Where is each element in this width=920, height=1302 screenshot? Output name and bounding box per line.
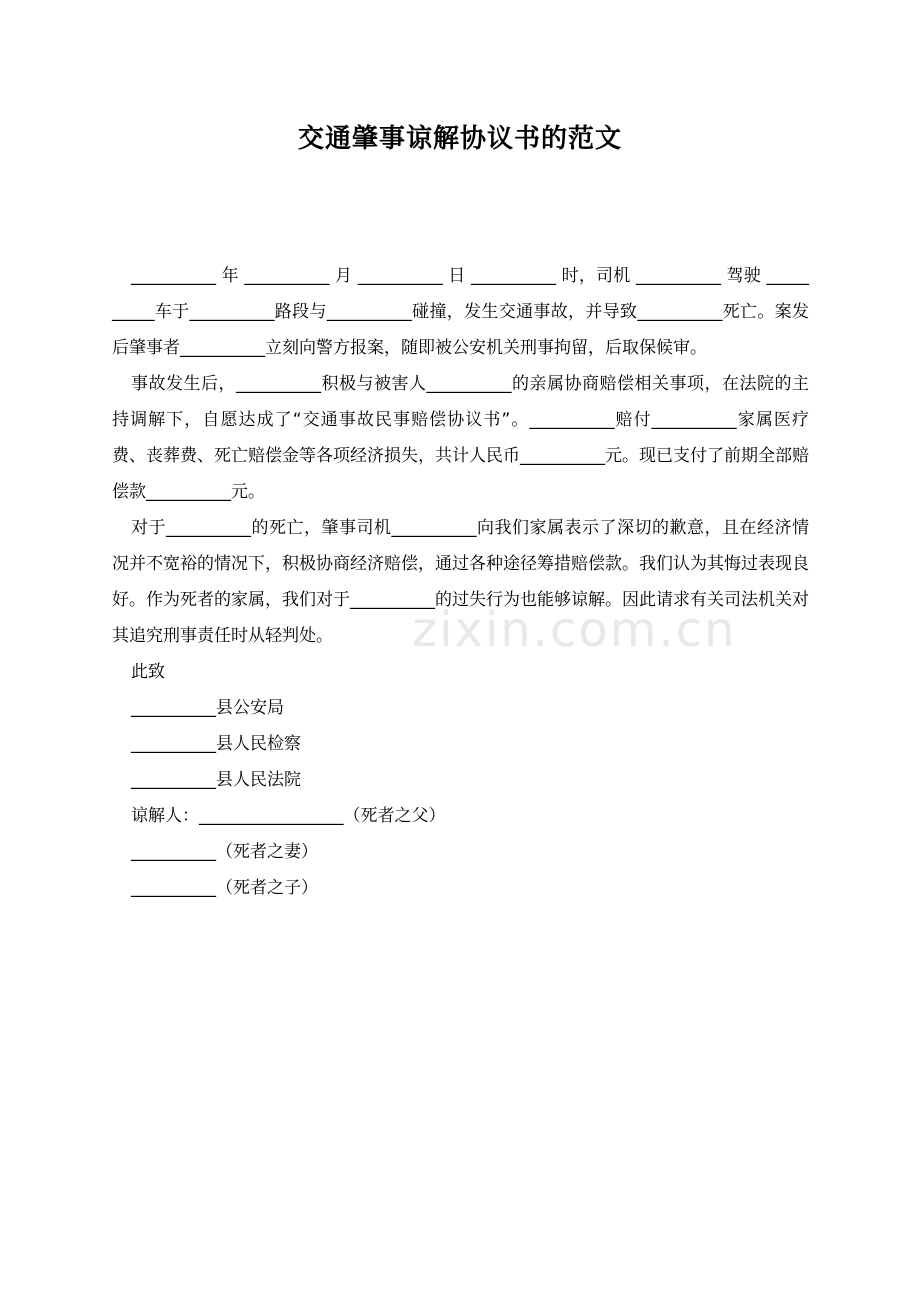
paragraph-accident-facts: __________ 年 __________ 月 __________ 日 __________ 时，司机 __________ 驾驶 __________车于__________路段与__________碰撞，发生交通事故，并导致__________死亡。案发后肇事者__________立刻向警方报案，随即被公安机关刑事拘留，后取保候审。 bbox=[112, 266, 809, 358]
salutation: 此致 bbox=[131, 662, 165, 682]
recipient-court: __________县人民法院 bbox=[131, 770, 301, 790]
document-body bbox=[112, 258, 809, 906]
paragraph-compensation: 事故发生后，__________积极与被害人__________的亲属协商赔偿相关事项，在法院的主持调解下，自愿达成了“交通事故民事赔偿协议书”。__________赔付__________家属医疗费、丧葬费、死亡赔偿金等各项经济损失，共计人民币__________元。现已支付了前期全部赔偿款__________元。 bbox=[112, 374, 809, 502]
recipient-procuratorate: __________县人民检察 bbox=[131, 734, 301, 754]
document-title: 交通肇事谅解协议书的范文 bbox=[297, 124, 622, 154]
signature-wife: __________（死者之妻） bbox=[131, 842, 318, 862]
watermark: zixin.com.cn bbox=[412, 602, 737, 658]
signature-son: __________（死者之子） bbox=[131, 878, 318, 898]
paragraph-forgiveness: 对于__________的死亡，肇事司机__________向我们家属表示了深切的歉意，且在经济情况并不宽裕的情况下，积极协商经济赔偿，通过各种途径筹措赔偿款。我们认为其悔过表现良好。作为死者的家属，我们对于__________的过失行为也能够谅解。因此请求有关司法机关对其追究刑事责任时从轻判处。 bbox=[112, 518, 809, 646]
recipient-public-security: __________县公安局 bbox=[131, 698, 284, 718]
signature-father: 谅解人：_________________（死者之父） bbox=[131, 806, 446, 826]
